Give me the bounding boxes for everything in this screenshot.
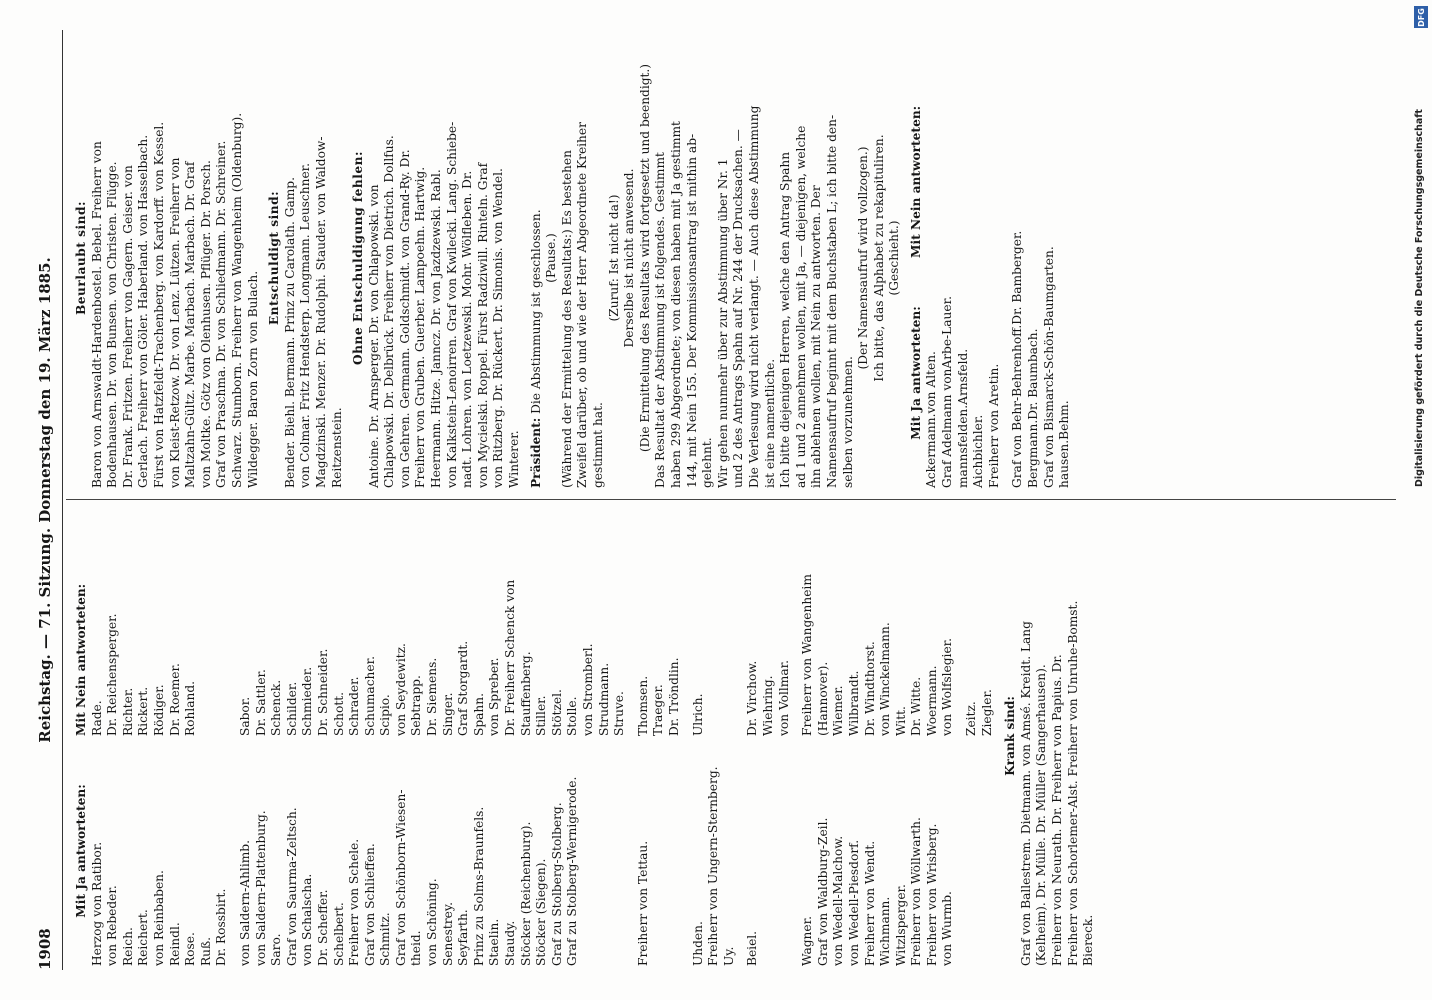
vote-row (706, 506, 722, 966)
paragraph-8: (Der Namensaufruf wird vollzogen.) (856, 146, 871, 370)
yes-voter: Freiherr von Tettau. (635, 840, 650, 966)
vote-row (199, 506, 215, 966)
no-voter: Baumgarten. (1041, 246, 1056, 327)
paragraph-3: Derselbe ist nicht anwesend. (622, 168, 637, 348)
vote-row (394, 506, 410, 966)
no-voter: Schrader. (347, 676, 362, 736)
text-line: von Kalkstein-Lenoirren. Graf von Kwilecki. Lang. Schiebe- (444, 121, 459, 488)
yes-voter: Uhden. (690, 921, 705, 966)
yes-voter: von Saldern-Ahlimb. (237, 840, 252, 966)
text-line: Antoine. Dr. Arnsperger. Dr. von Chlapowski. von (366, 184, 381, 488)
text-line: ist eine namentliche. (762, 358, 777, 488)
praesident-label: Präsident: (528, 417, 543, 488)
text-line: Freiherr von Gruben. Guerber. Lampoehn. Hartwig. (413, 166, 428, 488)
text-line: Dr. Frank. Fritzen. Freiherr von Gagern. Geiser. von (120, 165, 135, 488)
text-line: von Ritzberg. Dr. Rückert. Dr. Simonis. von Wendel. (491, 168, 506, 488)
text-line: Bender. Biehl. Bermann. Prinz zu Carolath. Gamp. (282, 177, 297, 488)
text-line: 144, mit Nein 155. Der Kommissionsantrag ist mithin ab- (684, 133, 699, 488)
vote-row (347, 506, 363, 966)
vote-row (651, 506, 667, 966)
vote-row (612, 506, 628, 966)
yes-voter: Stöcker (Reichenburg). (518, 821, 533, 966)
krank-heading: Krank sind: (1003, 696, 1018, 776)
vote-row (597, 506, 613, 966)
no-voter: Rödiger. (151, 684, 166, 736)
yes-voter: von Wedell-Piesdorf. (846, 839, 861, 966)
vote-list-headings (74, 506, 90, 966)
no-voter: Strudmann. (596, 662, 611, 736)
paragraph-10: (Geschieht.) (887, 220, 902, 296)
text-line: Gerlach. Freiherr von Göler. Haberland. von Hasselbach. (136, 134, 151, 488)
yes-voter: Saro. (269, 933, 284, 966)
no-voter: Scipio. (378, 694, 393, 736)
paragraph-5 (653, 28, 715, 488)
vote-row (964, 506, 980, 966)
text-line: Fürst von Hatzfeldt-Trachenberg. von Kardorff. von Kessel. (151, 121, 166, 488)
vote-row (487, 506, 503, 966)
vote-row (285, 506, 301, 966)
vote-row (1057, 28, 1073, 488)
yes-voter: Graf von Behr-Behrenhoff. (1010, 324, 1025, 488)
no-voter: Dr. Schneider. (315, 648, 330, 736)
yes-voter: Reindl. (167, 922, 182, 966)
vote-row (737, 506, 745, 966)
vote-row (847, 506, 863, 966)
text-line: Maltzahn-Gültz. Marbe. Marbach. Marbach. Dr. Graf (183, 161, 198, 488)
yes-voter: Staelin. (487, 918, 502, 966)
yes-voter: Freiherr von Schele. (347, 838, 362, 966)
vote-row (456, 506, 472, 966)
dfg-logo: DFG (1414, 6, 1428, 28)
vote-row (722, 506, 738, 966)
no-voter: Singer. (440, 692, 455, 736)
vote-row (581, 506, 597, 966)
vote-row (441, 506, 457, 966)
vote-row (565, 506, 581, 966)
no-heading: Mit Nein antworteten: (74, 583, 88, 736)
no-voter: Freiherr von Wangenheim (800, 574, 815, 736)
yes-voter: Seyfarth. (456, 909, 471, 966)
vote-row (254, 506, 270, 966)
text-line: Reitzenstein. (329, 407, 344, 488)
text-line: Winterer. (507, 430, 522, 488)
yes-voter: Freiherr von Aretin. (986, 363, 1001, 488)
praesident-line (529, 28, 545, 488)
vote-row (745, 506, 761, 966)
yes-voter: Graf zu Stolberg-Wernigerode. (565, 776, 580, 966)
no-voter: Dr. Sattler. (253, 669, 268, 736)
vote-row (924, 28, 940, 488)
no-voter: von Wolfslegier. (940, 637, 955, 736)
paragraph-4: (Die Ermittelung des Resultats wird fortgesetzt und beendigt.) (637, 63, 652, 453)
text-line: Wildegger. Baron Zorn von Bulach. (245, 270, 260, 488)
yes-voter: Ruß. (198, 936, 213, 966)
vote-row (316, 506, 332, 966)
no-voter: Dr. Freiherr Schenck von (503, 579, 518, 736)
entschuldigt-text (283, 28, 345, 488)
yes-voter: Witzlsperger. (893, 884, 908, 966)
no-voter: Schenck. (269, 679, 284, 736)
text-line: von Kleist-Retzow. Dr. von Lenz. Lützen. Freiherr von (167, 157, 182, 488)
vote-row (90, 506, 106, 966)
no-voter: Schilder. (284, 681, 299, 736)
yes-voter: hausen. (1057, 439, 1072, 488)
ohne-heading: Ohne Entschuldigung fehlen: (351, 151, 366, 366)
header-title: Reichstag. — 71. Sitzung. Donnerstag den 19. März 1885. (36, 257, 54, 743)
text-line: von Gehren. Germann. Goldschmidt. von Grand-Ry. Dr. (397, 149, 412, 488)
no-voter: Thomsen. (635, 675, 650, 736)
vote-row (230, 506, 238, 966)
yes-voter: Graf von Bismarck-Schön- (1041, 326, 1056, 488)
no-voter: von Vollmar. (776, 660, 791, 736)
no-voter: Traeger. (651, 684, 666, 736)
text-line: Bodenhausen. Dr. von Bunsen. von Christen. Flügge. (105, 161, 120, 488)
vote-row (909, 506, 925, 966)
right-yes-heading: Mit Ja antworteten: (908, 306, 923, 440)
yes-voter: Graf von Waldburg-Zeil. (815, 817, 830, 966)
no-voter: Sebtrapp. (409, 675, 424, 736)
text-line: Wir gehen nunmehr über zur Abstimmung über Nr. 1 (715, 158, 730, 488)
no-voter: Struve. (612, 691, 627, 736)
vote-row (956, 28, 972, 488)
no-voter: von Alten. (924, 351, 939, 414)
text-line: Schwarz. Stumborn. Freiherr von Wangenheim (Oldenburg). (229, 112, 244, 488)
text-line: Graf von Praschma. Dr. von Schliedmann. Dr. Schreiner. (214, 140, 229, 488)
yes-voter: Dr. Scheffer. (315, 889, 330, 966)
text-line: Freiherr von Schorlemer-Alst. Freiherr von Unruhe-Bomst. (1065, 600, 1080, 966)
yes-voter: Senestrey. (440, 902, 455, 966)
vote-row (987, 28, 1003, 488)
text-line: Biereck. (1081, 914, 1096, 966)
yes-voter: Rose. (183, 932, 198, 966)
text-line: selben vorzunehmen. (840, 356, 855, 488)
no-voter: Dr. Baumbach. (1026, 328, 1041, 420)
no-voter: Schmieder. (300, 666, 315, 736)
no-voter: Zeitz. (964, 701, 979, 736)
text-line: ad 1 und 2 annehmen wollen, mit Ja, — diejenigen, welche (793, 125, 808, 488)
no-voter: Wiemer. (831, 685, 846, 736)
yes-voter: von Rebeder. (105, 885, 120, 966)
paragraph-1 (560, 28, 607, 488)
vote-row (683, 506, 691, 966)
credit-sidebar (1410, 0, 1432, 1000)
yes-voter: von Schöning. (425, 878, 440, 966)
vote-row (238, 506, 254, 966)
text-line: Baron von Arnswaldt-Hardenbostel. Bebel. Freiherr von (89, 141, 104, 488)
vote-row (925, 506, 941, 966)
vote-row (800, 506, 816, 966)
vote-row (152, 506, 168, 966)
vote-row (816, 506, 832, 966)
text-line: Ich bitte diejenigen Herren, welche den Antrag Spahn (778, 151, 793, 488)
vote-row (761, 506, 777, 966)
right-vote-headings (909, 28, 925, 488)
no-voter: Rickert. (136, 686, 151, 736)
vote-row (425, 506, 441, 966)
vote-row (971, 28, 987, 488)
no-voter: Woermann. (924, 665, 939, 736)
yes-voter: Staudy. (503, 920, 518, 966)
vote-row (792, 506, 800, 966)
no-voter: Wiehring. (760, 675, 775, 736)
text-line: von Mycielski. Roppel. Fürst Radziwill. Rinteln. Graf (475, 162, 490, 488)
no-voter: Dr. Roemer. (167, 663, 182, 736)
no-voter: Rohland. (183, 680, 198, 736)
text-line: (Während der Ermittelung des Resultats:) Es bestehen (559, 150, 574, 488)
pause-note: (Pause.) (544, 233, 559, 283)
yes-voter: Beiel. (745, 930, 760, 966)
text-line: Freiherr von Neurath. Dr. Freiherr von Papius. Dr. (1050, 654, 1065, 966)
vote-row (269, 506, 285, 966)
yes-voter: Reichert. (136, 909, 151, 966)
no-voter: Wilbrandt. (846, 670, 861, 736)
no-voter: Spahn. (471, 693, 486, 736)
vote-row (378, 506, 394, 966)
no-voter: Schumacher. (362, 656, 377, 736)
yes-voter: Prinz zu Solms-Braunfels. (471, 806, 486, 966)
no-voter: Witt. (893, 706, 908, 736)
vote-row (980, 506, 996, 966)
yes-voter: von Wedell-Malchow. (831, 835, 846, 966)
vote-row (863, 506, 879, 966)
paragraph-2: (Zuruf: Ist nicht da!) (606, 194, 621, 322)
right-no-heading: Mit Nein antworteten: (908, 105, 923, 258)
text-line: von Colmar. Fritz Hendsterp. Longmann. Leuschner. (298, 162, 313, 488)
no-voter: (Hannover). (815, 661, 830, 736)
vote-row (940, 28, 956, 488)
no-voter: Dr. Virchow. (745, 660, 760, 736)
no-voter: Dr. Witte. (909, 676, 924, 736)
no-voter: Stötzel. (549, 689, 564, 736)
yes-voter: Schmitz. (378, 912, 393, 966)
yes-voter: Graf von Schönborn-Wiesen- (393, 789, 408, 966)
vote-row (168, 506, 184, 966)
yes-voter: Wichmann. (878, 896, 893, 966)
no-voter: Rade. (89, 700, 104, 736)
credit-text: Digitalisierung gefördert durch die Deutsche Forschungsgemeinschaft (1414, 109, 1425, 487)
text-line: gestimmt hat. (591, 402, 605, 488)
text-line: Namensaufruf beginnt mit dem Buchstaben L; ich bitte den- (824, 114, 839, 488)
vote-row (519, 506, 535, 966)
column-divider (66, 499, 1396, 500)
yes-voter: Aichbichler. (971, 414, 986, 488)
yes-voter: Graf zu Stolberg-Stolberg. (549, 802, 564, 966)
vote-row (472, 506, 488, 966)
vote-row (300, 506, 316, 966)
no-voter: von Stromberl. (581, 643, 595, 736)
yes-voter: Bergmann. (1026, 419, 1041, 488)
page-header (36, 30, 60, 970)
yes-voter: Wagner. (800, 916, 815, 966)
header-rule (62, 30, 63, 970)
vote-row (878, 506, 894, 966)
vote-row (831, 506, 847, 966)
no-voter: Arnsfeld. (955, 348, 970, 405)
text-line: ihn ablehnen wollen, mit Nein zu antworten. Der (809, 185, 824, 488)
entschuldigt-heading: Entschuldigt sind: (267, 190, 282, 326)
vote-row (1026, 28, 1042, 488)
paragraph-6 (716, 28, 778, 488)
vote-row (550, 506, 566, 966)
no-voter: Dr. Tröndlin. (666, 657, 681, 736)
vote-row (636, 506, 652, 966)
no-voter: Dr. Bamberger. (1010, 230, 1025, 325)
text-line: Graf von Ballestrem. Dietmann. von Amsé. Kreidt. Lang (1018, 621, 1033, 966)
vote-row (332, 506, 348, 966)
ohne-text (367, 28, 523, 488)
yes-voter: Freiherr von Wöllwarth. (909, 817, 924, 966)
no-voter: Arbe-Lauer. (940, 296, 955, 369)
vote-row (534, 506, 550, 966)
text-line: Chlapowski. Dr. Delbrück. Freiherr von Dietrich. Dollfus. (382, 135, 397, 488)
text-line: gelehnt. (700, 437, 715, 488)
no-voter: Richter. (120, 687, 135, 736)
right-rows (924, 28, 1072, 488)
praesident-text: Die Abstimmung ist geschlossen. (528, 209, 543, 414)
yes-voter: Graf von Schlieffen. (362, 843, 377, 966)
vote-row (1010, 28, 1026, 488)
text-line: haben 299 Abgeordnete; von diesen haben mit Ja gestimmt (668, 121, 683, 488)
vote-row (1042, 28, 1058, 488)
no-voter: Sabor. (237, 696, 252, 736)
vote-row (1002, 28, 1010, 488)
no-voter: Schott. (331, 691, 346, 736)
no-voter: Ziegler. (979, 689, 994, 736)
yes-voter: Reich. (120, 927, 135, 966)
yes-voter: von Reinbaben. (151, 870, 166, 966)
no-voter: Stiller. (534, 695, 549, 736)
beurlaubt-heading: Beurlaubt sind: (74, 201, 88, 315)
yes-voter: Stöcker (Siegen). (534, 858, 549, 966)
no-voter: Behm. (1057, 400, 1072, 440)
beurlaubt-text (90, 28, 262, 488)
yes-voter: mannsfelden. (955, 404, 970, 488)
yes-voter: Freiherr von Ungern-Sternberg. (706, 766, 721, 966)
no-voter: Stauffenberg. (518, 651, 533, 736)
no-voter: Graf Storgardt. (456, 640, 471, 736)
left-rows (90, 506, 996, 966)
yes-heading: Mit Ja antworteten: (74, 784, 88, 918)
paragraph-7 (778, 28, 856, 488)
vote-row (940, 506, 956, 966)
paragraph-9: Ich bitte, das Alphabet zu rekapituliren. (871, 134, 886, 382)
no-voter: von Winckelmann. (878, 622, 893, 736)
no-voter: Ulrich. (690, 693, 705, 736)
yes-voter: Schelbert. (331, 902, 346, 966)
no-voter: Dr. Reichensperger. (105, 613, 120, 736)
vote-row (136, 506, 152, 966)
vote-row (503, 506, 519, 966)
vote-row (691, 506, 707, 966)
text-line: Das Resultat der Abstimmung ist folgendes. Gestimmt (653, 152, 668, 488)
vote-row (894, 506, 910, 966)
yes-voter: von Schalscha. (300, 873, 315, 966)
vote-row (105, 506, 121, 966)
vote-row (183, 506, 199, 966)
text-line: Magdzinski. Menzer. Dr. Rudolphi. Stauder. von Waldow- (313, 136, 328, 488)
text-line: von Moltke. Götz von Olenhusen. Pflüger. Dr. Porsch. (198, 160, 213, 488)
right-column (74, 28, 1073, 488)
text-line: und 2 des Antrags Spahn auf Nr. 244 der Drucksachen. — (731, 129, 746, 488)
vote-row (667, 506, 683, 966)
no-voter: Dr. Windthorst. (862, 641, 877, 736)
text-line: Zweifel darüber, ob und wie der Herr Abgeordnete Kreiher (575, 122, 590, 488)
vote-row (777, 506, 793, 966)
no-voter: von Spreber. (487, 657, 502, 736)
vote-row (214, 506, 230, 966)
yes-voter: Herzog von Ratibor. (89, 841, 104, 966)
text-line: nadt. Lohren. von Loetzewski. Mohr. Wölfleben. Dr. (460, 170, 475, 488)
no-voter: Stolle. (565, 696, 580, 736)
vote-row (363, 506, 379, 966)
vote-row (409, 506, 425, 966)
yes-voter: Ackermann. (924, 413, 939, 488)
yes-voter: Graf Adelmann von (940, 368, 955, 488)
yes-voter: Dr. Rossbirt. (214, 888, 229, 966)
yes-voter: Uy. (721, 946, 736, 966)
no-voter: von Seydewitz. (393, 643, 408, 736)
vote-row (628, 506, 636, 966)
page-number: 1908 (36, 928, 54, 970)
left-vote-list (74, 506, 1097, 966)
text-line: Die Verlesung wird nicht verlangt. — Auch diese Abstimmung (746, 105, 761, 488)
yes-voter: Freiherr von Wendt. (862, 840, 877, 966)
yes-voter: von Wurmb. (940, 891, 955, 966)
text-line: Heermann. Hitze. Janncz. Dr. von Jazdzewski. Rabl. (429, 169, 444, 488)
yes-voter: theid. (409, 930, 424, 966)
yes-voter: Graf von Saurma-Zeltsch. (284, 807, 299, 966)
no-voter: Dr. Siemens. (425, 657, 440, 736)
vote-row (121, 506, 137, 966)
yes-voter: Freiherr von Wrisberg. (924, 823, 939, 966)
text-line: (Kelheim). Dr. Mülle. Dr. Müller (Sangerhausen). (1034, 664, 1049, 966)
krank-text (1019, 506, 1097, 966)
vote-row (956, 506, 964, 966)
yes-voter: von Saldern-Plattenburg. (253, 810, 268, 966)
